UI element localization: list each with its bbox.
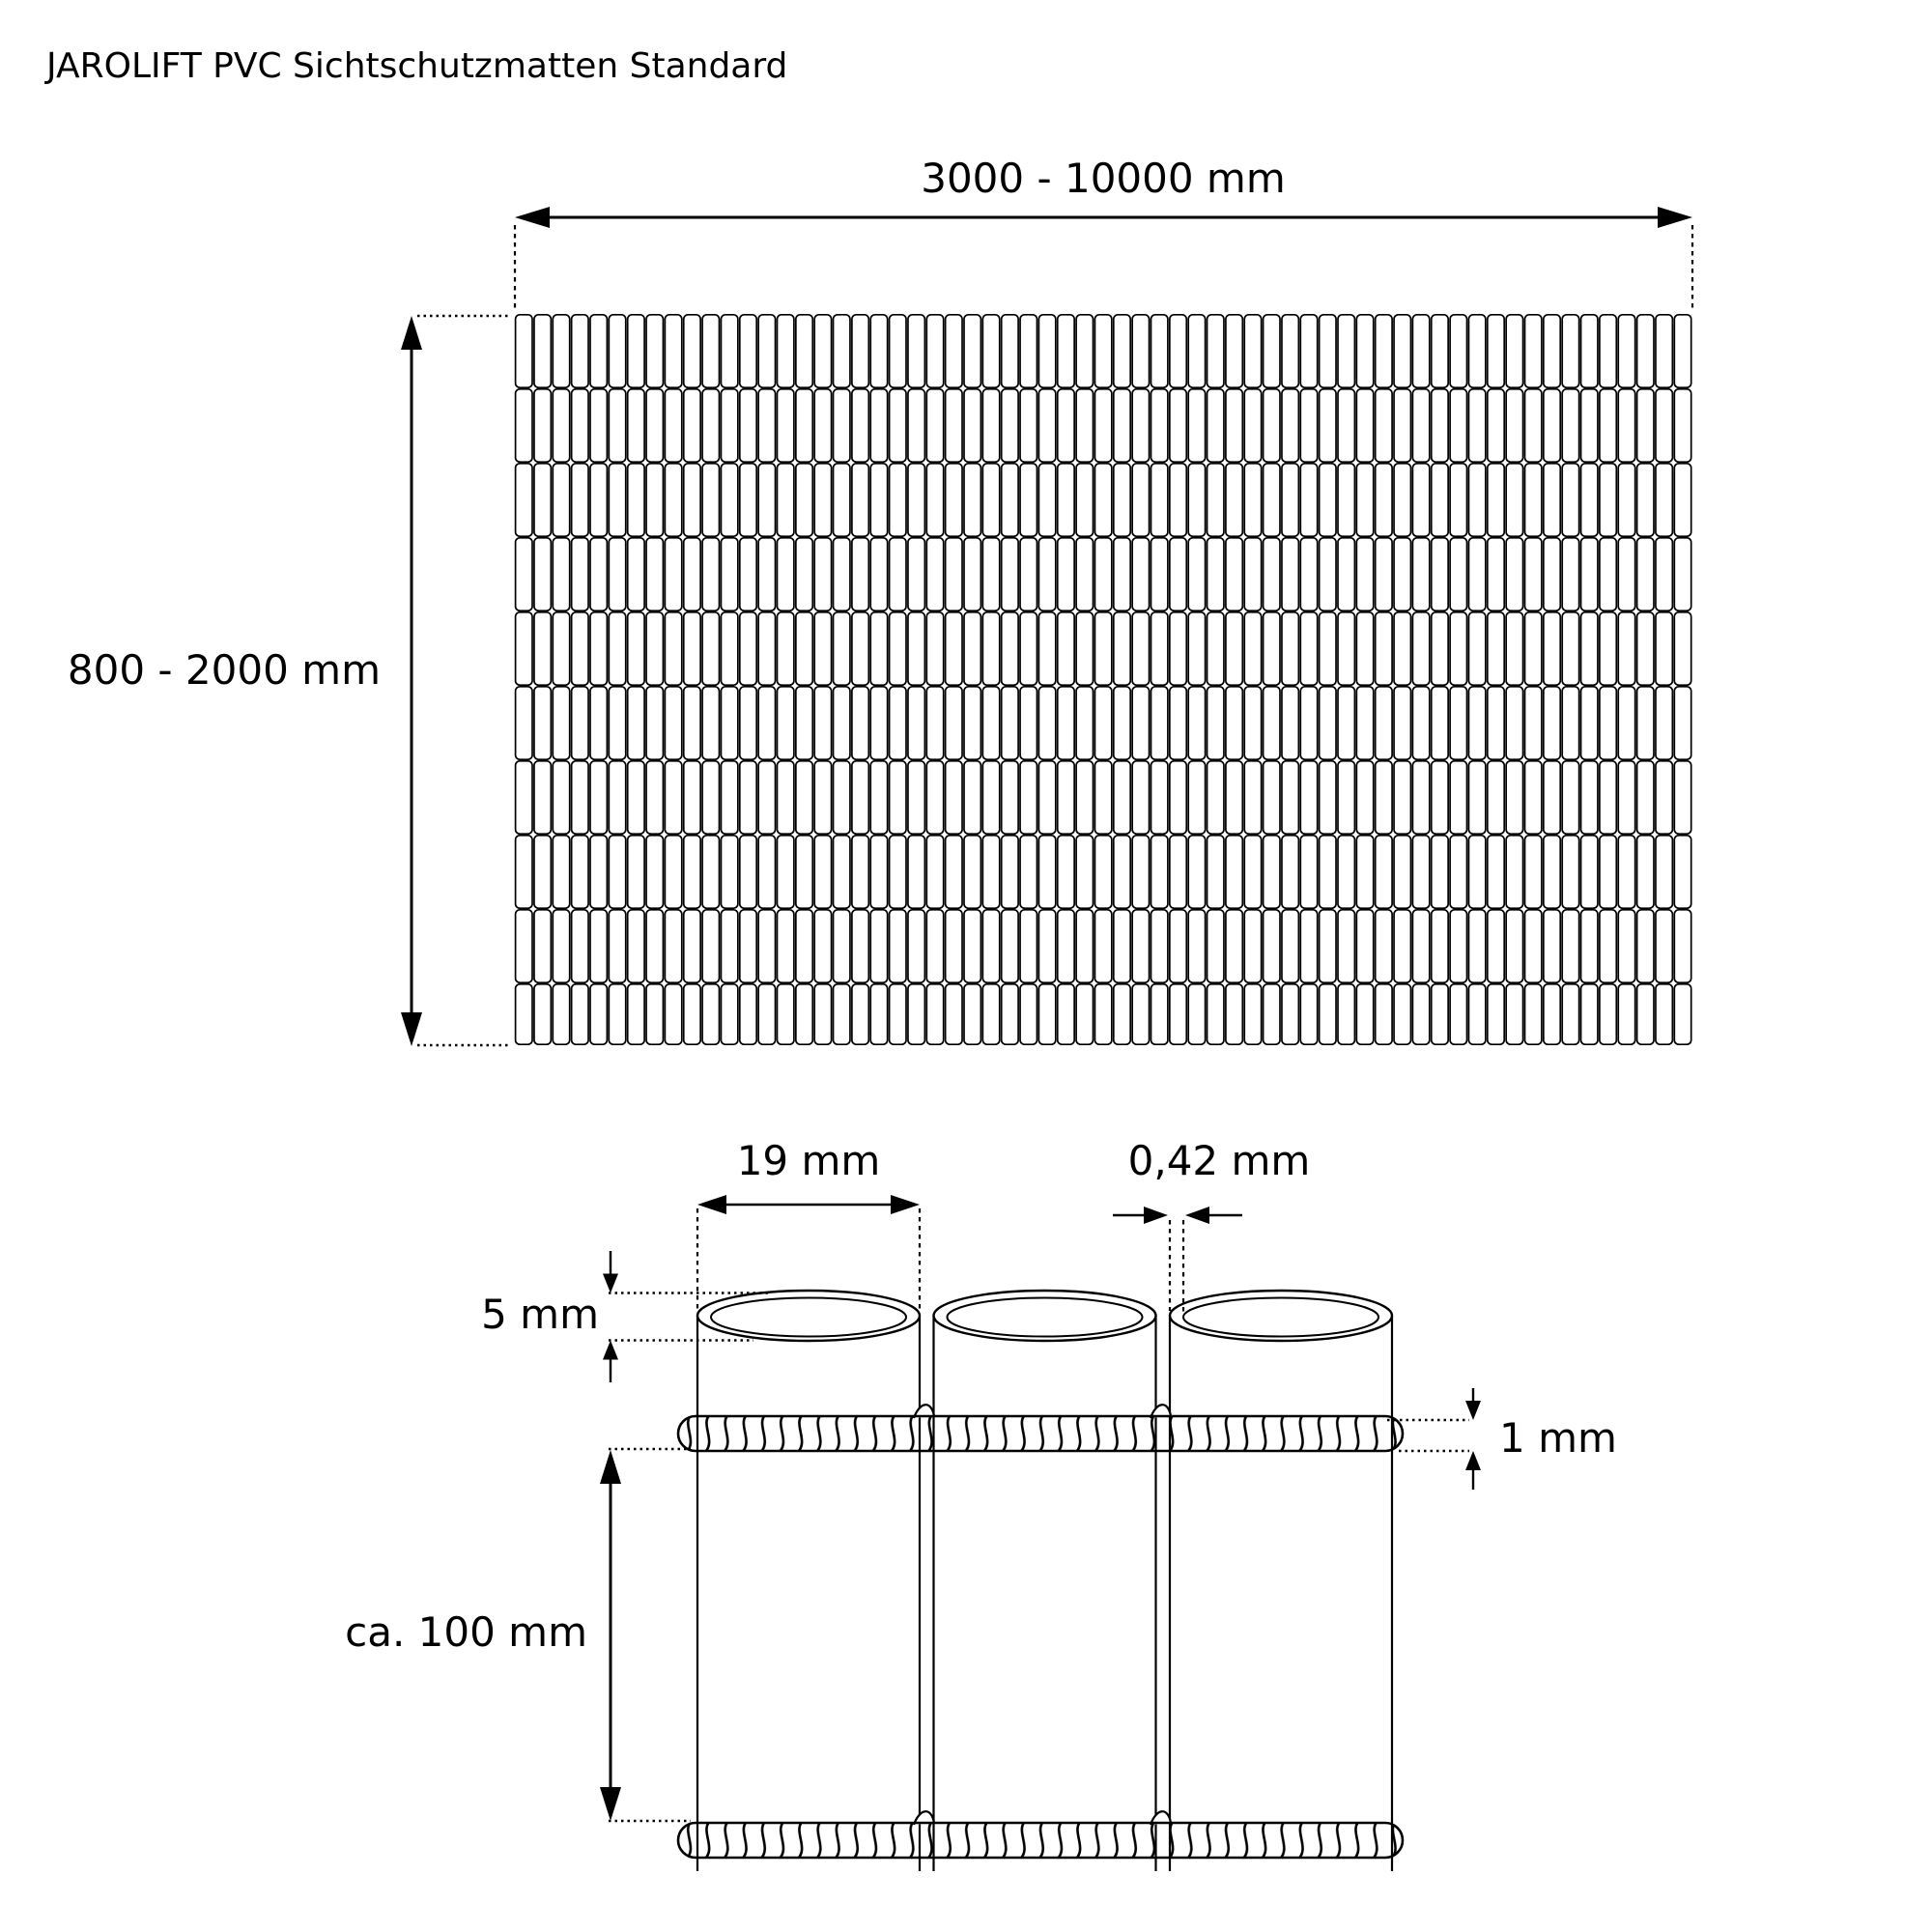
slat-width-dimension [697, 1137, 920, 1311]
weaving-cord-top [678, 1405, 1403, 1453]
wall-thickness-label: 0,42 mm [1127, 1137, 1311, 1184]
wall-thickness-dimension [1113, 1137, 1310, 1314]
tube-top-inner [1183, 1298, 1378, 1337]
arrow-down-icon [1465, 1401, 1481, 1420]
cord-spacing-label: ca. 100 mm [345, 1608, 587, 1656]
slat-width-label: 19 mm [736, 1137, 881, 1184]
cord-thickness-label: 1 mm [1499, 1414, 1617, 1462]
tube-top-inner [948, 1298, 1143, 1337]
arrow-right-icon [891, 1195, 920, 1214]
arrow-up-icon [603, 1341, 618, 1360]
page-title: JAROLIFT PVC Sichtschutzmatten Standard [46, 46, 788, 86]
weaving-cord-bottom [678, 1811, 1403, 1860]
cord-spacing-dimension [345, 1449, 691, 1821]
arrow-down-icon [600, 1787, 621, 1821]
arrow-left-icon [697, 1195, 726, 1214]
mat-height-dimension [68, 316, 511, 1046]
pvc-tubes [697, 1291, 1392, 1871]
arrow-right-icon [1144, 1207, 1168, 1224]
arrow-down-icon [401, 1012, 422, 1046]
mat-width-dimension [515, 155, 1692, 310]
mat-height-label: 800 - 2000 mm [67, 646, 381, 694]
arrow-right-icon [1658, 207, 1692, 228]
mat-slat-grid [516, 315, 1691, 1044]
arrow-left-icon [1185, 1207, 1209, 1224]
cord-thickness-dimension [1387, 1388, 1617, 1490]
cap-height-label: 5 mm [481, 1291, 599, 1338]
mat-width-label: 3000 - 10000 mm [921, 155, 1286, 202]
arrow-up-icon [401, 316, 422, 350]
arrow-up-icon [600, 1450, 621, 1484]
profile-detail-drawing [345, 1137, 1617, 1871]
arrow-left-icon [515, 207, 550, 228]
arrow-down-icon [603, 1274, 618, 1293]
mat-drawing [68, 155, 1692, 1046]
tube-top-inner [711, 1298, 906, 1337]
